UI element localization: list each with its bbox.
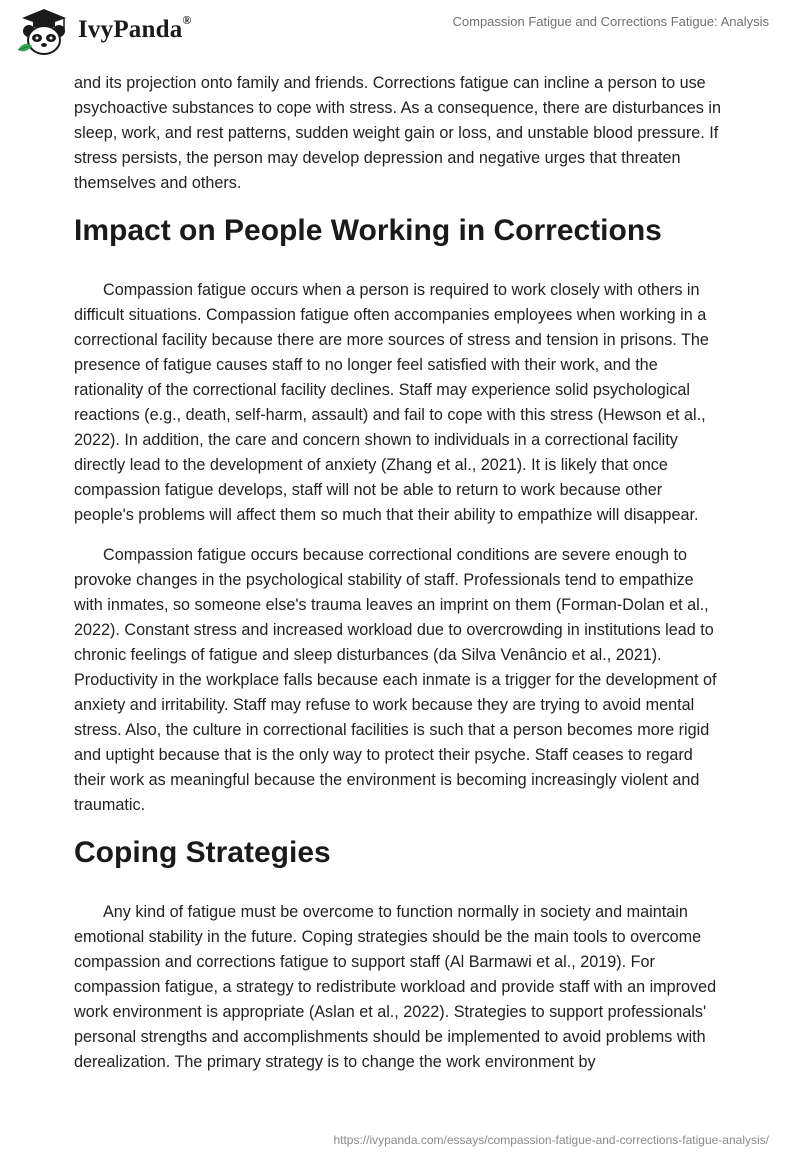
source-url[interactable]: https://ivypanda.com/essays/compassion-fatigue-and-corrections-fatigue-analysis/ xyxy=(333,1133,769,1147)
impact-paragraph-2: Compassion fatigue occurs because correctional conditions are severe enough to provoke changes in the psychological stability of staff. Professionals tend to empathize with inmates, so someone else's trauma leaves an imprint on them (Forman-Dolan et al., 2022). Constant stress and increased workload due to overcrowding in institutions lead to chronic feelings of fatigue and sleep disturbances (da Silva Venâncio et al., 2021). Productivity in the workplace falls because each inmate is a trigger for the development of anxiety and irritability. Staff may refuse to work because they are trying to avoid mental stress. Also, the culture in correctional facilities is such that a person becomes more rigid and uptight because that is the only way to protect their psyche. Staff ceases to regard their work as meaningful because the environment is becoming increasingly violent and traumatic. xyxy=(74,546,717,814)
brand-name[interactable]: IvyPanda® xyxy=(78,12,192,43)
intro-paragraph: and its projection onto family and friends. Corrections fatigue can incline a person to use psychoactive substances to cope with stress. As a consequence, there are disturbances in sleep, work, and rest patterns, sudden weight gain or loss, and unstable blood pressure. If stress persists, the person may develop depression and negative urges that threaten themselves and others. xyxy=(74,74,721,192)
impact-paragraph-1: Compassion fatigue occurs when a person is required to work closely with others in difficult situations. Compassion fatigue often accompanies employees when working in a correctional facility because there are more sources of stress and tension in prisons. The presence of fatigue causes staff to no longer feel satisfied with their work, and the rationality of the correctional facility declines. Staff may experience solid psychological reactions (e.g., death, self-harm, assault) and fail to cope with this stress (Hewson et al., 2022). In addition, the care and concern shown to individuals in a correctional facility directly lead to the development of anxiety (Zhang et al., 2021). It is likely that once compassion fatigue develops, staff will not be able to return to work because other people's problems will affect them so much that their ability to empathize will disappear. xyxy=(74,281,709,524)
section-heading-impact: Impact on People Working in Corrections xyxy=(74,214,662,247)
panda-graduate-icon[interactable] xyxy=(14,6,74,60)
document-title: Compassion Fatigue and Corrections Fatigue: Analysis xyxy=(452,14,769,29)
section-heading-coping: Coping Strategies xyxy=(74,836,331,869)
coping-paragraph-1: Any kind of fatigue must be overcome to function normally in society and maintain emotional stability in the future. Coping strategies should be the main tools to overcome compassion and corrections fatigue to support staff (Al Barmawi et al., 2019). For compassion fatigue, a strategy to redistribute workload and provide staff with an improved work environment is appropriate (Aslan et al., 2022). Strategies to support professionals' personal strengths and accomplishments should be implemented to avoid problems with derealization. The primary strategy is to change the work environment by xyxy=(74,903,717,1071)
page-header xyxy=(0,0,800,70)
article-body xyxy=(74,71,726,1090)
